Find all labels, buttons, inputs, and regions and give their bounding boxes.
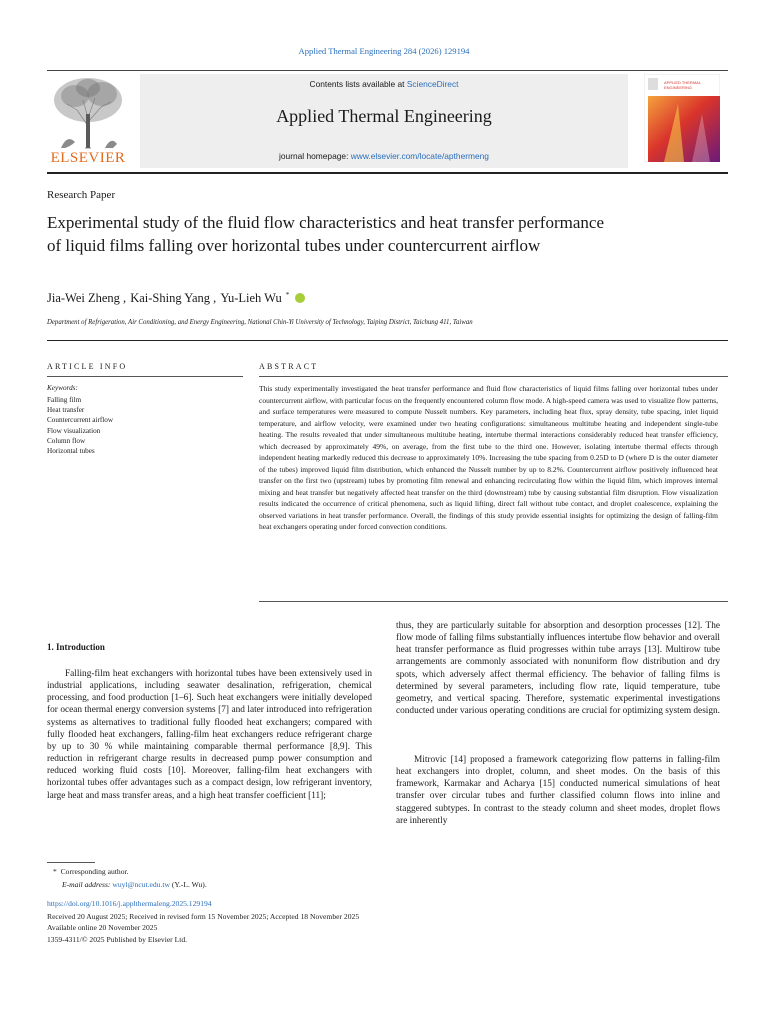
- article-title: Experimental study of the fluid flow characteristics and heat transfer performance of liquid films falling over horizontal tubes under countercurrent airflow: [47, 213, 604, 255]
- header-top-rule: [47, 70, 728, 71]
- body-paragraph-right-2: Mitrovic [14] proposed a framework categorizing flow patterns in falling-film heat exchangers into droplet, column, and sheet modes. On the basis of this framework, Karmakar and Acharya [15] conducted numerical simulations of heat transfer over circular tubes and further classified column flows into inline and staggered subtypes. In contrast to the steady column and sheet modes, droplet flows are inherently: [396, 755, 720, 826]
- online-date: Available online 20 November 2025: [47, 923, 158, 932]
- orcid-icon[interactable]: [295, 293, 305, 303]
- abstract-text: This study experimentally investigated the heat transfer performance and fluid flow characteristics of liquid films falling over horizontal tubes under countercurrent airflow, with particular focus on the frequently encountered column flow mode. A high-speed camera was used to visualize flow patterns, and surface temperatures were measured to compute Nusselt numbers. Key parameters, including heat flux, spray density, tube spacing, inlet liquid temperature, and airflow velocity, were examined under two heating configurations: simultaneous multitube heating and independent single-tube heating. The results revealed that under simultaneous multitube heating, intertube thermal interactions considerably reduced heat transfer efficiency, which decreased by approximately 49%, on average, from the first tube to the third one. However, isolating intertube thermal effects through independent heating markedly reduced this decrease to approximately 10%. Increasing the tube spacing from 0.25D to D (where D is the outer diameter of the tubes) improved liquid film distribution, which enhanced the Nusselt number by up to 8.2%. Countercurrent airflow positively influenced heat transfer on the first two (upstream) tubes by promoting film renewal and enhancing recirculating flow within the liquid film, which improves internal mixing and heat transfer but negatively affected heat transfer on the third (downstream) tube by causing substantial film disruption. Flow visualization results indicated the occurrence of critical phenomena, such as liquid lifting, direct fall without tube contact, and droplet coalescence, explaining the observed variations in heat transfer performance. Overall, the findings of this study provide essential insights for optimizing the design of falling-film heat exchangers operating under forced convection conditions.: [259, 384, 718, 531]
- journal-reference[interactable]: Applied Thermal Engineering 284 (2026) 129194: [298, 46, 470, 56]
- author-3[interactable]: Yu-Lieh Wu: [220, 291, 282, 305]
- journal-title: Applied Thermal Engineering: [276, 106, 492, 126]
- keyword-item: Falling film: [47, 396, 82, 404]
- author-2[interactable]: Kai-Shing Yang ,: [130, 291, 217, 305]
- article-info-heading: ARTICLE INFO: [47, 362, 128, 371]
- journal-cover-thumbnail: [644, 74, 720, 162]
- issn-copyright: 1359-4311/© 2025 Published by Elsevier Ltd.: [47, 935, 188, 944]
- keyword-item: Flow visualization: [47, 426, 101, 435]
- header-bottom-rule: [47, 172, 728, 174]
- sciencedirect-link[interactable]: ScienceDirect: [406, 79, 459, 89]
- contents-prefix: Contents lists available at: [309, 79, 407, 89]
- received-dates: Received 20 August 2025; Received in revised form 15 November 2025; Accepted 18 November 2025: [47, 912, 360, 921]
- affiliation: Department of Refrigeration, Air Conditioning, and Energy Engineering, National Chin-Yi University of Technology, Taiping District, Taichung 411, Taiwan: [47, 319, 473, 326]
- corresponding-mark[interactable]: *: [285, 290, 290, 299]
- footnote-corresponding: [53, 867, 129, 876]
- email-link[interactable]: wuyl@ncut.edu.tw: [112, 880, 170, 889]
- abstract-rule: [259, 376, 728, 377]
- elsevier-tree-icon: [47, 74, 129, 150]
- keywords-list: [47, 395, 113, 456]
- keyword-item: Column flow: [47, 436, 86, 445]
- body-paragraph-right-1: thus, they are particularly suitable for absorption and desorption processes [12]. The flow mode of falling films substantially influences intertube flow behavior and overall heat transfer performance as fluid progresses within tube arrays [13]. Multirow tube arrangements are commonly associated with nonuniform flow distribution and dry spots, which adversely affect thermal efficiency. The behavior of falling films is determined by several parameters, including flow rate, liquid temperature, tube geometry, and vertical spacing. Therefore, systematic experimental investigations conducted under various operating conditions are crucial for optimizing system design.: [396, 621, 721, 717]
- abstract-heading: ABSTRACT: [259, 362, 319, 371]
- cover-title: APPLIED THERMAL ENGINEERING: [664, 80, 701, 90]
- homepage-prefix: journal homepage:: [279, 151, 351, 161]
- keyword-item: Countercurrent airflow: [47, 416, 114, 425]
- keyword-item: Heat transfer: [47, 406, 85, 415]
- article-type: Research Paper: [47, 189, 116, 201]
- contents-line: [140, 79, 628, 89]
- footnote-star: *: [53, 867, 57, 876]
- publisher-logo-text: ELSEVIER: [50, 150, 126, 166]
- abstract-bottom-rule: [259, 601, 728, 602]
- article-info-rule: [47, 376, 243, 377]
- keyword-item: Horizontal tubes: [47, 447, 95, 456]
- body-paragraph-left: Falling-film heat exchangers with horizontal tubes have been extensively used in industrial applications, including seawater desalination, refrigeration, chemical processing, and food production [1–6]. Such heat exchangers were initially developed for ocean thermal energy conversion systems [7] and later introduced into refrigeration systems as alternatives to traditional fully flooded heat exchangers; compared with fully flooded heat exchangers, falling-film heat exchangers reduce refrigerant charge by up to 30 % while maintaining comparable thermal performance [8,9]. This reduction in refrigerant charge results in decreased pump power consumption and reduced working fluid costs [10]. Moreover, falling-film heat exchangers with horizontal tubes offer advantages such as a compact design, low refrigerant inventory, large heat and mass transfer areas, and a high heat transfer coefficient [11];: [47, 669, 372, 801]
- author-1[interactable]: Jia-Wei Zheng ,: [47, 291, 127, 305]
- keywords-label: Keywords:: [47, 384, 78, 392]
- footnote-rule: [47, 862, 95, 863]
- author-list: [47, 291, 305, 306]
- email-label: E-mail address:: [62, 880, 113, 889]
- doi-link[interactable]: https://doi.org/10.1016/j.applthermaleng.2025.129194: [47, 899, 212, 908]
- homepage-line: [140, 151, 628, 161]
- journal-homepage-link[interactable]: www.elsevier.com/locate/apthermeng: [350, 151, 489, 161]
- email-suffix: (Y.-L. Wu).: [169, 880, 207, 889]
- footnote-email: [62, 880, 207, 889]
- affiliation-rule: [47, 340, 728, 341]
- section-heading-introduction: 1. Introduction: [47, 642, 105, 652]
- corresponding-author-note: Corresponding author.: [60, 867, 129, 876]
